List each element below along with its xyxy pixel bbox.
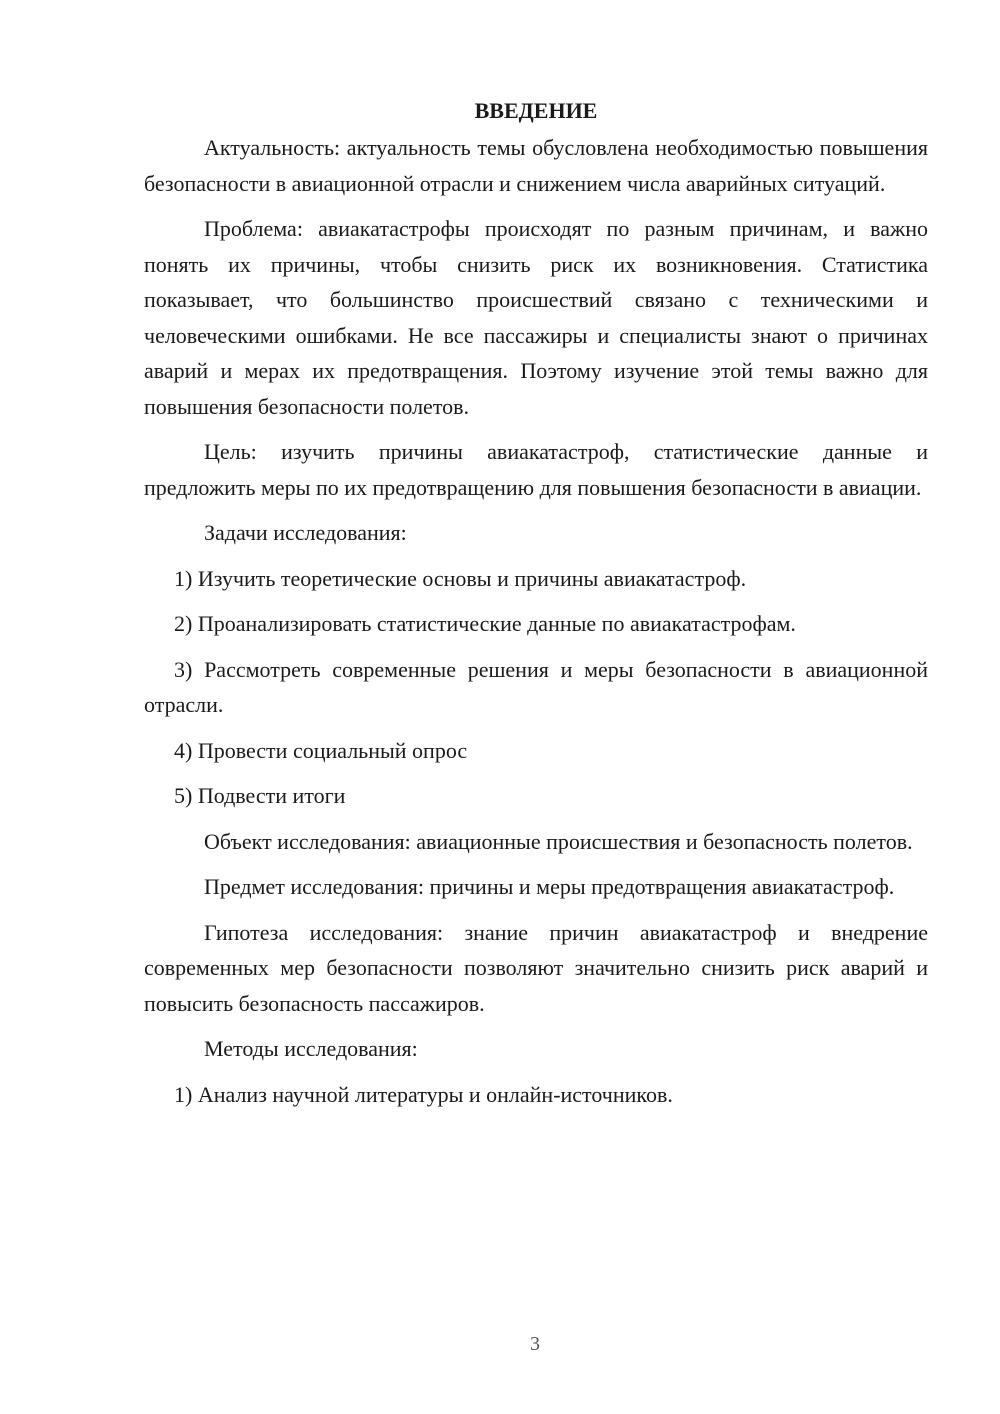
methods-label: Методы исследования: xyxy=(204,1036,418,1061)
paragraph-object: Объект исследования: авиационные происшествия и безопасность полетов. xyxy=(204,828,913,854)
section-title: ВВЕДЕНИЕ xyxy=(474,98,598,123)
task-item-5: 5) Подвести итоги xyxy=(174,783,346,808)
paragraph-goal: Цель: изучить причины авиакатастроф, статистические данные и предложить меры по их предотвращению для повышения безопасности в авиации. xyxy=(144,439,928,500)
tasks-label: Задачи исследования: xyxy=(204,520,407,545)
method-item-1: 1) Анализ научной литературы и онлайн-источников. xyxy=(174,1081,673,1107)
paragraph-hypothesis: Гипотеза исследования: знание причин авиакатастроф и внедрение современных мер безопасности позволяют значительно снизить риск аварий и повысить безопасность пассажиров. xyxy=(144,919,928,1016)
paragraph-problem: Проблема: авиакатастрофы происходят по разным причинам, и важно понять их причины, чтобы снизить риск их возникновения. Статистика показывает, что большинство происшествий связано с техническими и человеческими ошибками. Не все пассажиры и специалисты знают о причинах аварий и мерах их предотвращения. Поэтому изучение этой темы важно для повышения безопасности полетов. xyxy=(144,216,928,419)
page-number: 3 xyxy=(530,1333,540,1355)
paragraph-subject: Предмет исследования: причины и меры предотвращения авиакатастроф. xyxy=(204,874,895,899)
page-content xyxy=(144,92,928,1122)
task-item-3: 3) Рассмотреть современные решения и меры безопасности в авиационной отрасли. xyxy=(144,656,928,717)
task-item-4: 4) Провести социальный опрос xyxy=(174,737,468,763)
task-item-2: 2) Проанализировать статистические данные по авиакатастрофам. xyxy=(174,611,796,636)
task-item-1: 1) Изучить теоретические основы и причины авиакатастроф. xyxy=(174,565,747,591)
paragraph-relevance: Актуальность: актуальность темы обусловлена необходимостью повышения безопасности в авиационной отрасли и снижением числа аварийных ситуаций. xyxy=(144,135,928,196)
